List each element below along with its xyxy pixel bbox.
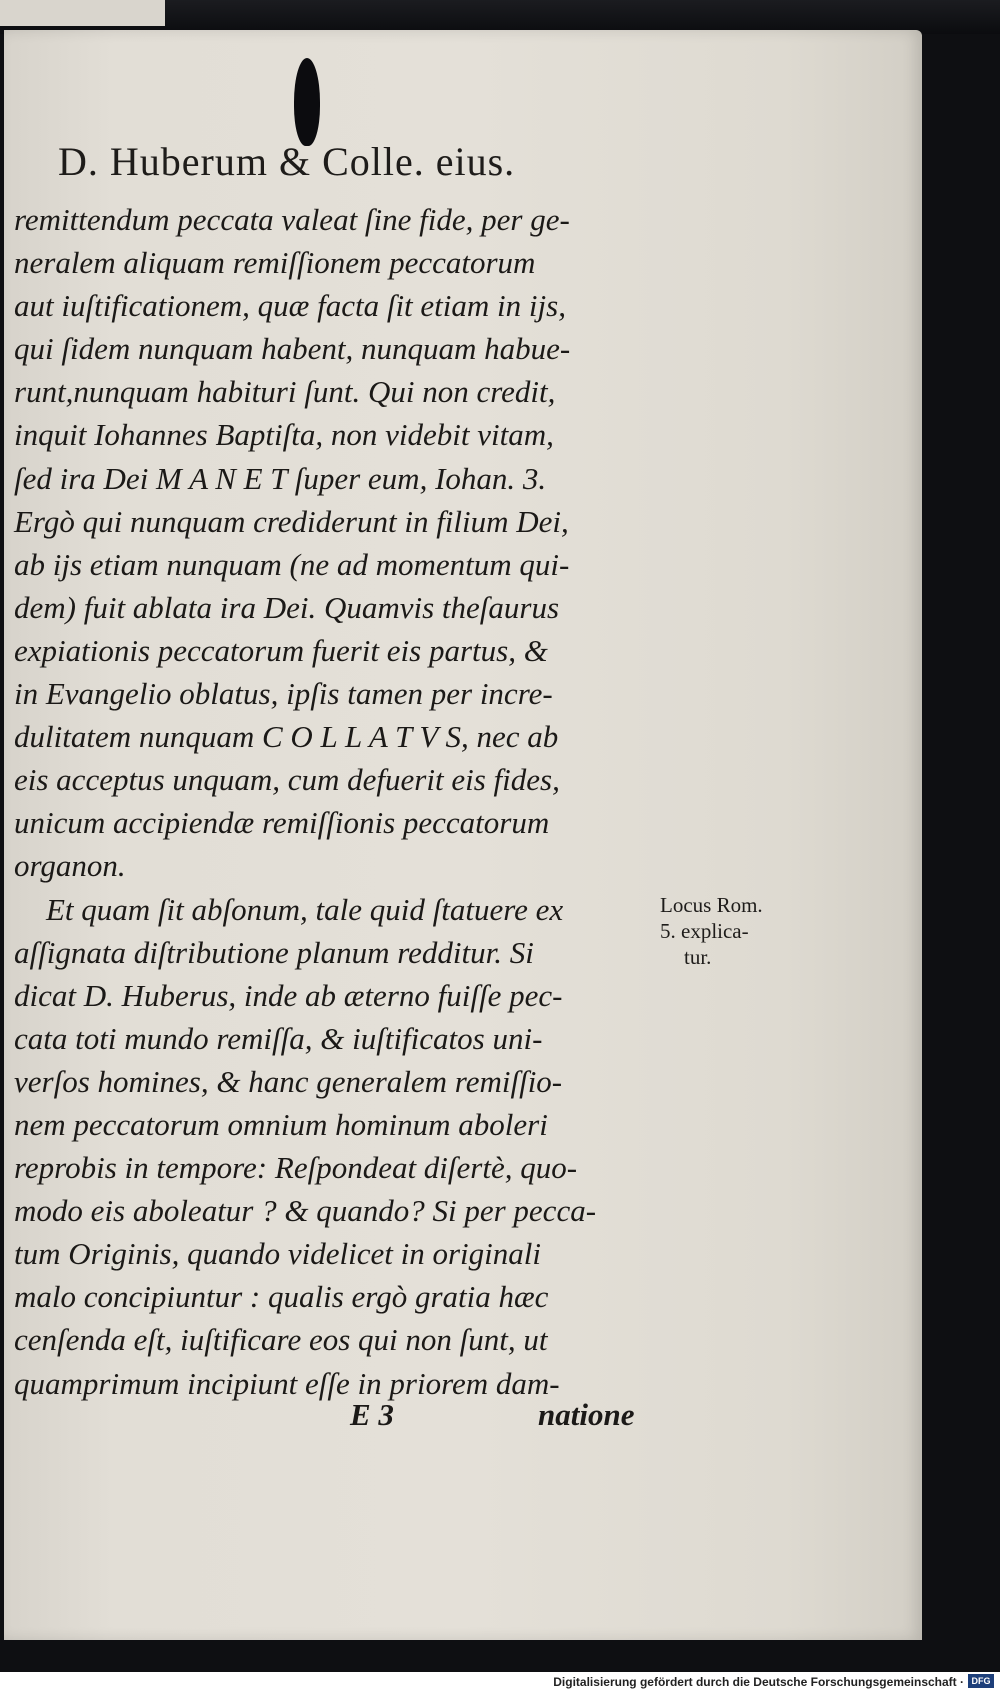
text-line: Ergò qui nunquam crediderunt in filium Dei, bbox=[14, 503, 569, 539]
text-line: malo concipiuntur : qualis ergò gratia hæc bbox=[14, 1279, 549, 1315]
text-line: cenſenda eſt, iuſtificare eos qui non ſunt, ut bbox=[14, 1322, 548, 1358]
text-line: aut iuſtificationem, quæ facta ſit etiam in ijs, bbox=[14, 288, 566, 324]
text-line: remittendum peccata valeat ſine fide, per ge- bbox=[14, 202, 570, 237]
margin-note bbox=[660, 892, 810, 970]
text-line: reprobis in tempore: Reſpondeat diſertè, quo- bbox=[14, 1150, 578, 1186]
text-line: dicat D. Huberus, inde ab æterno fuiſſe pec- bbox=[14, 977, 563, 1013]
text-line: Et quam ſit abſonum, tale quid ſtatuere ex bbox=[46, 891, 564, 927]
dfg-logo: DFG bbox=[968, 1674, 994, 1688]
text-line: quamprimum incipiunt eſſe in priorem dam- bbox=[14, 1365, 560, 1401]
text-line: inquit Iohannes Baptiſta, non videbit vitam, bbox=[14, 417, 554, 453]
margin-note-line: Locus Rom. bbox=[660, 893, 763, 917]
text-line: ſed ira Dei M A N E T ſuper eum, Iohan. 3. bbox=[14, 460, 547, 496]
text-line: organon. bbox=[14, 848, 126, 884]
text-line: eis acceptus unquam, cum defuerit eis fides, bbox=[14, 762, 560, 798]
text-line: cata toti mundo remiſſa, & iuſtificatos uni- bbox=[14, 1020, 543, 1056]
text-line: neralem aliquam remiſſionem peccatorum bbox=[14, 245, 536, 281]
adjacent-page-edge bbox=[0, 0, 165, 26]
text-line: in Evangelio oblatus, ipſis tamen per incre- bbox=[14, 676, 553, 712]
text-line: tum Originis, quando videlicet in originali bbox=[14, 1236, 541, 1272]
signature-mark: E 3 bbox=[350, 1397, 394, 1432]
text-line: dulitatem nunquam C O L L A T V S, nec ab bbox=[14, 719, 559, 755]
text-line: dem) fuit ablata ira Dei. Quamvis theſaurus bbox=[14, 589, 560, 625]
running-head: D. Huberum & Colle. eius. bbox=[58, 139, 516, 184]
margin-note-line: tur. bbox=[684, 945, 712, 969]
text-line: aſſignata diſtributione planum redditur. Si bbox=[14, 934, 534, 970]
footer-credit: Digitalisierung gefördert durch die Deutsche Forschungsgemeinschaft · bbox=[553, 1675, 964, 1689]
text-line: runt,nunquam habituri ſunt. Qui non credit, bbox=[14, 374, 556, 410]
text-line: expiationis peccatorum fuerit eis partus, & bbox=[14, 632, 548, 668]
text-line: unicum accipiendæ remiſſionis peccatorum bbox=[14, 805, 550, 841]
text-line: modo eis aboleatur ? & quando? Si per pecca- bbox=[14, 1193, 597, 1229]
catchword: natione bbox=[538, 1397, 635, 1432]
text-line: nem peccatorum omnium hominum aboleri bbox=[14, 1106, 548, 1142]
margin-note-line: 5. explica- bbox=[660, 919, 749, 943]
top-dark-strip bbox=[0, 0, 1000, 34]
text-line: qui ſidem nunquam habent, nunquam habue- bbox=[14, 331, 571, 367]
text-line: ab ijs etiam nunquam (ne ad momentum qui- bbox=[14, 546, 570, 582]
body-text bbox=[14, 198, 664, 1405]
paper-hole bbox=[294, 58, 320, 146]
text-line: verſos homines, & hanc generalem remiſſio- bbox=[14, 1063, 563, 1099]
